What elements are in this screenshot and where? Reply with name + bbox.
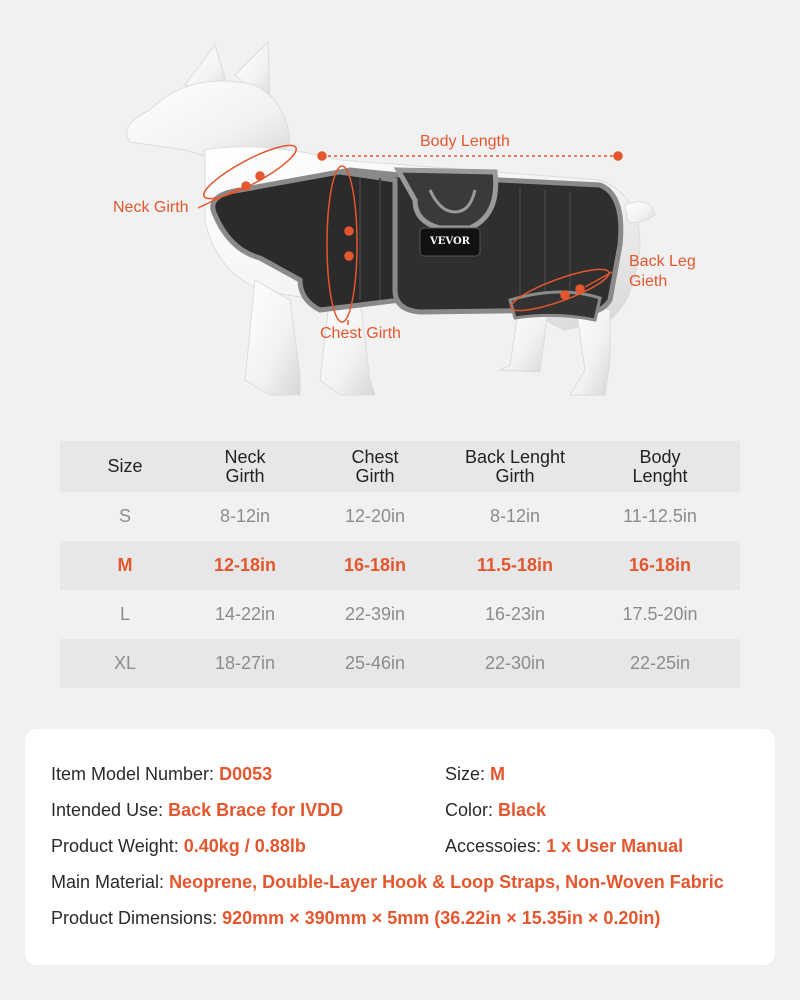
cell-body: 22-25in	[629, 653, 691, 673]
cell-neck: 18-27in	[214, 653, 276, 673]
header-back-length-girth	[450, 441, 580, 492]
body-length-label: Body Length	[420, 133, 510, 150]
spec-model-label: Item Model Number:	[51, 764, 215, 784]
spec-dimensions-label: Product Dimensions:	[51, 908, 218, 928]
spec-size-label: Size:	[445, 764, 486, 784]
header-size-text: Size	[107, 456, 143, 476]
header-back-line2: Girth	[495, 465, 535, 486]
cell-size: M	[117, 555, 133, 575]
cell-back: 11.5-18in	[476, 555, 554, 575]
cell-body: 17.5-20in	[622, 604, 698, 624]
spec-accessories-value: 1 x User Manual	[546, 836, 684, 856]
header-neck-line2: Girth	[225, 465, 265, 486]
spec-main-material	[51, 872, 724, 893]
table-row	[60, 492, 740, 541]
product-specs-card	[25, 729, 775, 965]
cell-chest: 22-39in	[344, 604, 406, 624]
header-body-length	[580, 441, 740, 492]
spec-product-dimensions	[51, 908, 660, 929]
header-neck-girth	[190, 441, 300, 492]
spec-model-value: D0053	[219, 764, 273, 784]
spec-color	[445, 800, 546, 821]
cell-size: S	[118, 506, 131, 526]
cell-chest: 16-18in	[343, 555, 407, 575]
spec-intended-use	[51, 800, 343, 821]
cell-neck: 8-12in	[219, 506, 271, 526]
cell-body: 16-18in	[628, 555, 692, 575]
spec-weight-label: Product Weight:	[51, 836, 179, 856]
header-body-line1: Body	[639, 446, 681, 467]
header-size	[60, 441, 190, 492]
back-leg-label-line1: Back Leg	[629, 253, 696, 270]
spec-accessories	[445, 836, 683, 857]
spec-size	[445, 764, 505, 785]
spec-material-value: Neoprene, Double-Layer Hook & Loop Straps, Non-Woven Fabric	[169, 872, 724, 892]
spec-product-weight	[51, 836, 306, 857]
cell-neck: 12-18in	[213, 555, 277, 575]
spec-color-label: Color:	[445, 800, 494, 820]
spec-use-value: Back Brace for IVDD	[168, 800, 344, 820]
brand-patch-label: VEVOR	[430, 236, 470, 247]
spec-model-number	[51, 764, 272, 785]
header-body-line2: Lenght	[632, 465, 688, 486]
header-chest-line1: Chest	[351, 446, 399, 467]
cell-chest: 12-20in	[344, 506, 406, 526]
cell-back: 16-23in	[484, 604, 546, 624]
header-neck-line1: Neck	[224, 446, 266, 467]
neck-girth-label: Neck Girth	[113, 199, 189, 216]
spec-use-label: Intended Use:	[51, 800, 164, 820]
table-row	[60, 639, 740, 688]
cell-chest: 25-46in	[344, 653, 406, 673]
header-back-line1: Back Lenght	[464, 446, 566, 467]
spec-accessories-label: Accessoies:	[445, 836, 542, 856]
cell-back: 22-30in	[484, 653, 546, 673]
cell-body: 11-12.5in	[623, 506, 697, 526]
table-row	[60, 590, 740, 639]
size-chart-table	[60, 441, 740, 688]
header-chest-line2: Girth	[355, 465, 395, 486]
cell-size: L	[119, 604, 130, 624]
spec-color-value: Black	[498, 800, 547, 820]
table-row-highlighted	[60, 541, 740, 590]
back-leg-label	[629, 252, 696, 292]
spec-dimensions-value: 920mm × 390mm × 5mm (36.22in × 15.35in × 0.20in)	[222, 908, 661, 928]
header-chest-girth	[300, 441, 450, 492]
back-leg-label-line2: Gieth	[629, 273, 668, 290]
cell-size: XL	[113, 653, 137, 673]
spec-weight-value: 0.40kg / 0.88lb	[183, 836, 306, 856]
spec-material-label: Main Material:	[51, 872, 165, 892]
cell-back: 8-12in	[489, 506, 541, 526]
cell-neck: 14-22in	[214, 604, 276, 624]
spec-size-value: M	[490, 764, 506, 784]
table-header-row	[60, 441, 740, 492]
product-diagram	[0, 0, 800, 430]
chest-girth-label: Chest Girth	[320, 325, 401, 342]
